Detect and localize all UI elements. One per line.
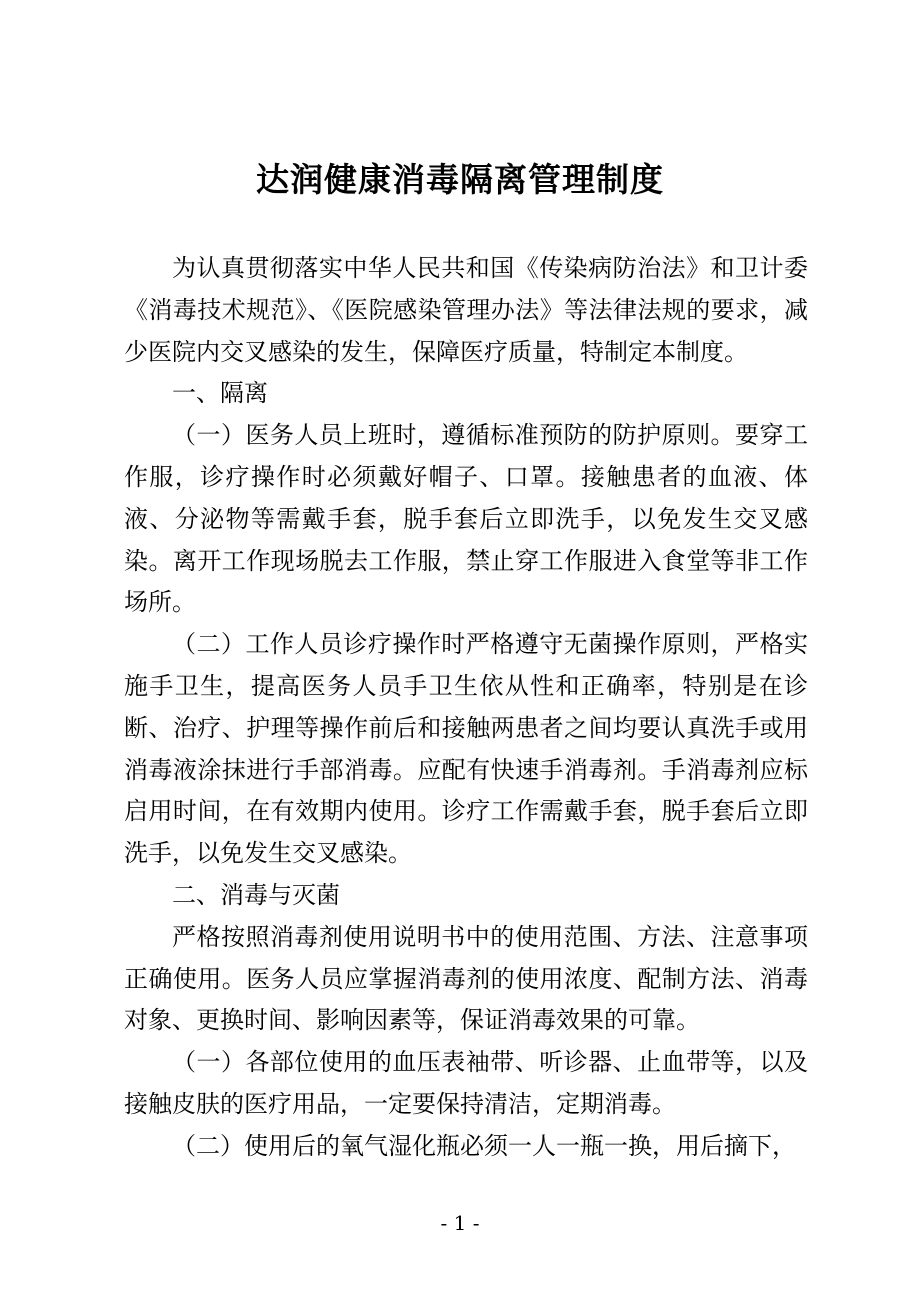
disinfection-item-2: （二）使用后的氧气湿化瓶必须一人一瓶一换，用后摘下， <box>172 1131 796 1160</box>
isolation-item-1: （一）医务人员上班时，遵循标准预防的防护原则。要穿工作服，诊疗操作时必须戴好帽子、口罩。接触患者的血液、体液、分泌物等需戴手套，脱手套后立即洗手，以免发生交叉感染。离开工作现场脱去工作服，禁止穿工作服进入食堂等非工作场所。 <box>124 421 808 617</box>
section-heading-isolation: 一、隔离 <box>172 379 268 408</box>
disinfection-intro: 严格按照消毒剂使用说明书中的使用范围、方法、注意事项正确使用。医务人员应掌握消毒剂的使用浓度、配制方法、消毒对象、更换时间、影响因素等，保证消毒效果的可靠。 <box>124 922 808 1035</box>
page-number: - 1 - <box>440 1211 480 1235</box>
isolation-item-2: （二）工作人员诊疗操作时严格遵守无菌操作原则，严格实施手卫生，提高医务人员手卫生依从性和正确率，特别是在诊断、治疗、护理等操作前后和接触两患者之间均要认真洗手或用消毒液涂抹进行手部消毒。应配有快速手消毒剂。手消毒剂应标启用时间，在有效期内使用。诊疗工作需戴手套，脱手套后立即洗手，以免发生交叉感染。 <box>124 630 808 868</box>
section-heading-disinfection: 二、消毒与灭菌 <box>172 880 340 909</box>
document-title: 达润健康消毒隔离管理制度 <box>256 160 664 199</box>
document-body <box>124 248 808 1168</box>
disinfection-item-1: （一）各部位使用的血压表袖带、听诊器、止血带等，以及接触皮肤的医疗用品，一定要保持清洁，定期消毒。 <box>124 1048 808 1118</box>
intro-paragraph: 为认真贯彻落实中华人民共和国《传染病防治法》和卫计委《消毒技术规范》、《医院感染管理办法》等法律法规的要求，减少医院内交叉感染的发生，保障医疗质量，特制定本制度。 <box>124 254 808 366</box>
